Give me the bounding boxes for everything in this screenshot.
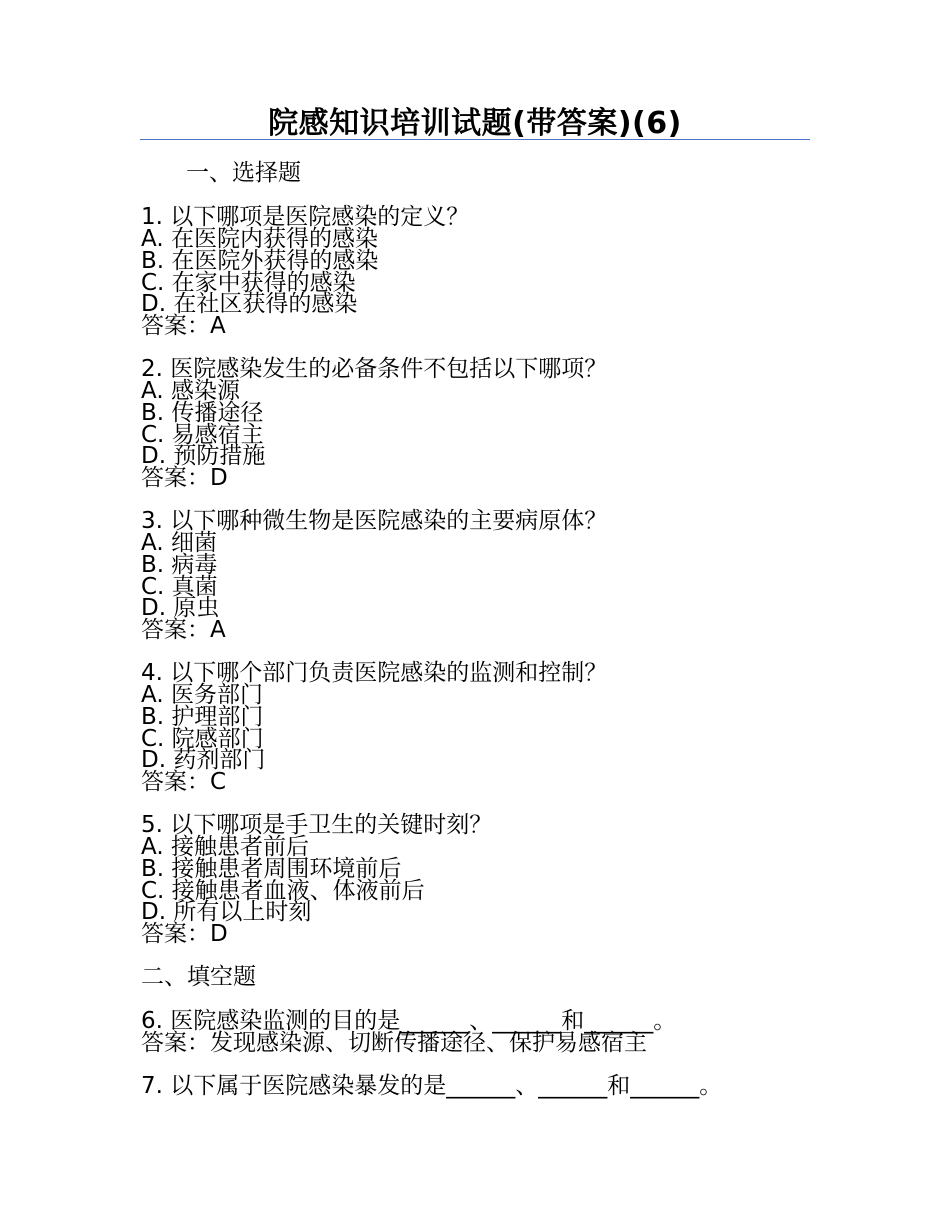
question-5-option-b: B. 接触患者周围环境前后: [141, 856, 402, 882]
question-3-option-a: A. 细菌: [141, 530, 217, 556]
question-4-option-a: A. 医务部门: [141, 682, 263, 708]
question-2-option-d: D. 预防措施: [141, 443, 266, 469]
question-4-option-d: D. 药剂部门: [141, 747, 266, 773]
question-4-stem: 4. 以下哪个部门负责医院感染的监测和控制？: [141, 660, 608, 686]
question-4-option-c: C. 院感部门: [141, 726, 264, 752]
question-1-answer: 答案：A: [141, 313, 226, 339]
question-6-stem: 6. 医院感染监测的目的是______、______和______。: [141, 1008, 677, 1034]
question-3-answer: 答案：A: [141, 617, 226, 643]
question-1-option-a: A. 在医院内获得的感染: [141, 226, 378, 252]
question-5-answer: 答案：D: [141, 921, 228, 947]
document-title: 院感知识培训试题(带答案)(6): [268, 106, 682, 141]
question-3-option-b: B. 病毒: [141, 552, 218, 578]
question-3-option-d: D. 原虫: [141, 595, 220, 621]
question-4-answer: 答案：C: [141, 769, 227, 795]
question-5-option-c: C. 接触患者血液、体液前后: [141, 878, 425, 904]
title-underline: [140, 139, 810, 140]
question-1-option-c: C. 在家中获得的感染: [141, 270, 356, 296]
question-3-option-c: C. 真菌: [141, 574, 218, 600]
section-heading-choice: 一、选择题: [186, 160, 301, 186]
question-5-option-a: A. 接触患者前后: [141, 834, 309, 860]
question-2-answer: 答案：D: [141, 465, 228, 491]
section-heading-fill-in: 二、填空题: [141, 964, 256, 990]
question-7-stem: 7. 以下属于医院感染暴发的是______、______和______。: [141, 1073, 723, 1099]
question-2-stem: 2. 医院感染发生的必备条件不包括以下哪项？: [141, 356, 608, 382]
question-1-option-b: B. 在医院外获得的感染: [141, 248, 379, 274]
question-2-option-a: A. 感染源: [141, 378, 240, 404]
question-3-stem: 3. 以下哪种微生物是医院感染的主要病原体？: [141, 508, 608, 534]
question-1-stem: 1. 以下哪项是医院感染的定义？: [141, 204, 470, 230]
question-6-answer: 答案：发现感染源、切断传播途径、保护易感宿主: [141, 1030, 647, 1056]
question-5-option-d: D. 所有以上时刻: [141, 899, 312, 925]
question-4-option-b: B. 护理部门: [141, 704, 264, 730]
question-1-option-d: D. 在社区获得的感染: [141, 291, 358, 317]
question-2-option-c: C. 易感宿主: [141, 422, 264, 448]
question-5-stem: 5. 以下哪项是手卫生的关键时刻？: [141, 812, 493, 838]
question-2-option-b: B. 传播途径: [141, 400, 264, 426]
